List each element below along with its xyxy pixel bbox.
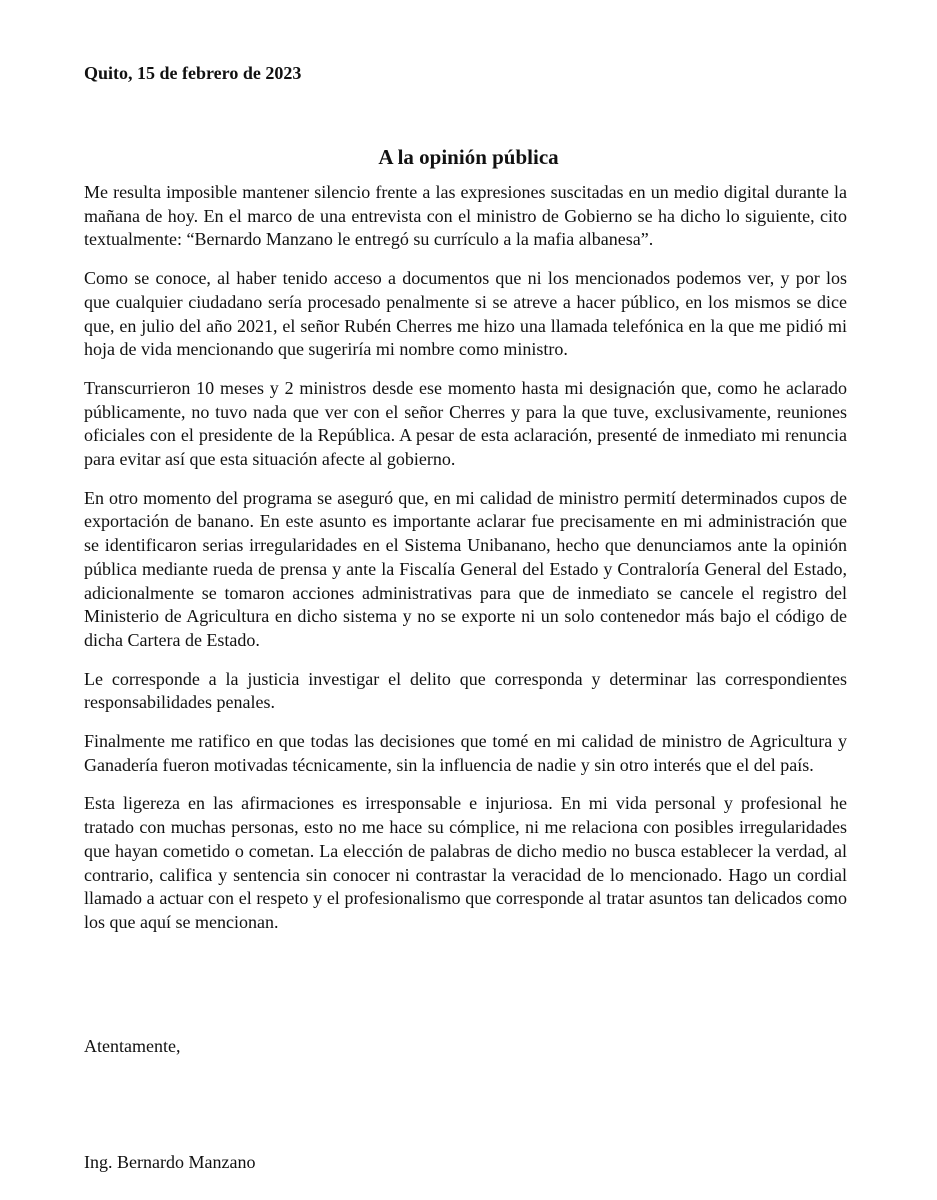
- letter-body: [84, 181, 847, 935]
- letter-closing: Atentamente,: [84, 1036, 181, 1056]
- paragraph-7: Esta ligereza en las afirmaciones es irresponsable e injuriosa. En mi vida personal y profesional he tratado con muchas personas, esto no me hace su cómplice, ni me relaciona con posibles irregularidades que hayan cometido o cometan. La elección de palabras de dicho medio no busca establecer la verdad, al contrario, califica y sentencia sin conocer ni contrastar la veracidad de lo mencionado. Hago un cordial llamado a actuar con el respeto y el profesionalismo que corresponde al tratar asuntos tan delicados como los que aquí se mencionan.: [84, 793, 847, 932]
- paragraph-4: En otro momento del programa se aseguró que, en mi calidad de ministro permití determinados cupos de exportación de banano. En este asunto es importante aclarar fue precisamente en mi administración que se identificaron serias irregularidades en el Sistema Unibanano, hecho que denunciamos ante la opinión pública mediante rueda de prensa y ante la Fiscalía General del Estado y Contraloría General del Estado, adicionalmente se tomaron acciones administrativas para que de inmediato se cancele el registro del Ministerio de Agricultura en dicho sistema y no se exporte ni un solo contenedor más bajo el código de dicha Cartera de Estado.: [84, 487, 847, 650]
- paragraph-5: Le corresponde a la justicia investigar el delito que corresponda y determinar las correspondientes responsabilidades penales.: [84, 668, 847, 713]
- letter-title: A la opinión pública: [378, 145, 559, 169]
- paragraph-2: Como se conoce, al haber tenido acceso a documentos que ni los mencionados podemos ver, y por los que cualquier ciudadano sería procesado penalmente si se atreve a hacer público, en los mismos se dice que, en julio del año 2021, el señor Rubén Cherres me hizo una llamada telefónica en la que me pidió mi hoja de vida mencionando que sugeriría mi nombre como ministro.: [84, 268, 847, 360]
- paragraph-1: Me resulta imposible mantener silencio frente a las expresiones suscitadas en un medio digital durante la mañana de hoy. En el marco de una entrevista con el ministro de Gobierno se ha dicho lo siguiente, cito textualmente: “Bernardo Manzano le entregó su currículo a la mafia albanesa”.: [84, 182, 847, 250]
- letter-signature: Ing. Bernardo Manzano: [84, 1152, 256, 1172]
- paragraph-6: Finalmente me ratifico en que todas las decisiones que tomé en mi calidad de ministro de Agricultura y Ganadería fueron motivadas técnicamente, sin la influencia de nadie y sin otro interés que el del país.: [84, 731, 847, 775]
- paragraph-3: Transcurrieron 10 meses y 2 ministros desde ese momento hasta mi designación que, como he aclarado públicamente, no tuvo nada que ver con el señor Cherres y para la que tuve, exclusivamente, reuniones oficiales con el presidente de la República. A pesar de esta aclaración, presenté de inmediato mi renuncia para evitar así que esta situación afecte al gobierno.: [84, 377, 847, 470]
- letter-date: Quito, 15 de febrero de 2023: [84, 63, 302, 83]
